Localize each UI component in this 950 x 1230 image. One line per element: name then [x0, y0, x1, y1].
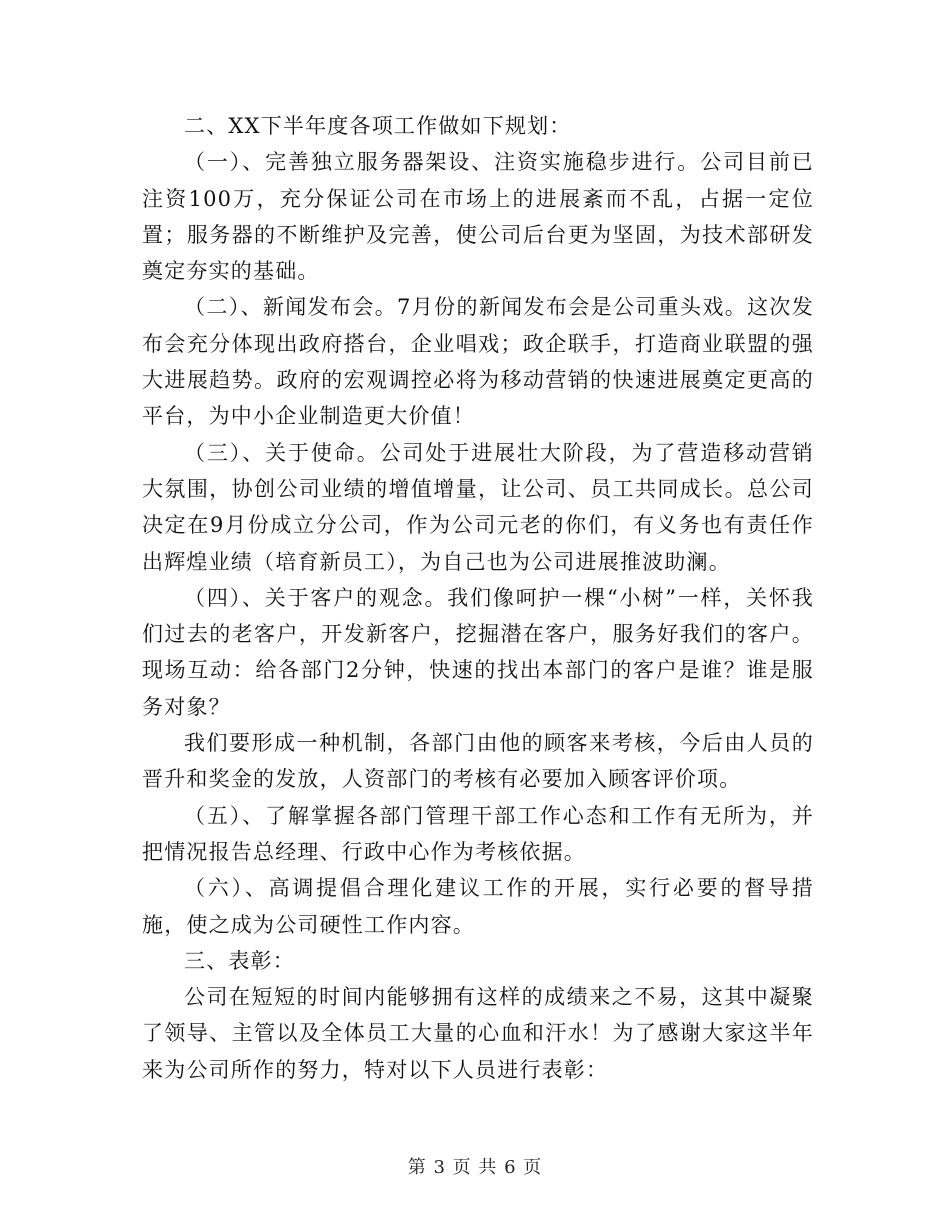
paragraph-item-6: （六）、高调提倡合理化建议工作的开展，实行必要的督导措施，使之成为公司硬性工作内容。 — [142, 876, 814, 937]
page-footer — [0, 1153, 950, 1179]
paragraph-item-2: （二）、新闻发布会。7月份的新闻发布会是公司重头戏。这次发布会充分体现出政府搭台，企业唱戏；政企联手，打造商业联盟的强大进展趋势。政府的宏观调控必将为移动营销的快速进展奠定更高的平台，为中小企业制造更大价值！ — [142, 295, 814, 429]
paragraph-commendation: 公司在短短的时间内能够拥有这样的成绩来之不易，这其中凝聚了领导、主管以及全体员工大量的心血和汗水！为了感谢大家这半年来为公司所作的努力，特对以下人员进行表彰： — [142, 985, 814, 1082]
paragraph-item-3: （三）、关于使命。公司处于进展壮大阶段，为了营造移动营销大氛围，协创公司业绩的增值增量，让公司、员工共同成长。总公司决定在9月份成立分公司，作为公司元老的你们，有义务也有责任作出辉煌业绩（培育新员工），为自己也为公司进展推波助澜。 — [142, 440, 814, 574]
section-heading-commendation: 三、表彰： — [184, 948, 295, 973]
paragraph-mechanism: 我们要形成一种机制，各部门由他的顾客来考核，今后由人员的晋升和奖金的发放，人资部门的考核有必要加入顾客评价项。 — [142, 731, 814, 792]
paragraph-item-1: （一）、完善独立服务器架设、注资实施稳步进行。公司目前已注资100万，充分保证公司在市场上的进展紊而不乱，占据一定位置；服务器的不断维护及完善，使公司后台更为坚固，为技术部研发奠定夯实的基础。 — [142, 150, 814, 284]
paragraph-item-5: （五）、了解掌握各部门管理干部工作心态和工作有无所为，并把情况报告总经理、行政中心作为考核依据。 — [142, 803, 814, 864]
document-body — [142, 108, 814, 1088]
section-heading-plan: 二、XX下半年度各项工作做如下规划： — [184, 114, 572, 138]
page-number-label: 第 3 页 共 6 页 — [407, 1157, 543, 1178]
paragraph-item-4: （四）、关于客户的观念。我们像呵护一棵“小树”一样，关怀我们过去的老客户，开发新客户，挖掘潜在客户，服务好我们的客户。现场互动：给各部门2分钟，快速的找出本部门的客户是谁？谁是服务对象？ — [142, 585, 814, 719]
